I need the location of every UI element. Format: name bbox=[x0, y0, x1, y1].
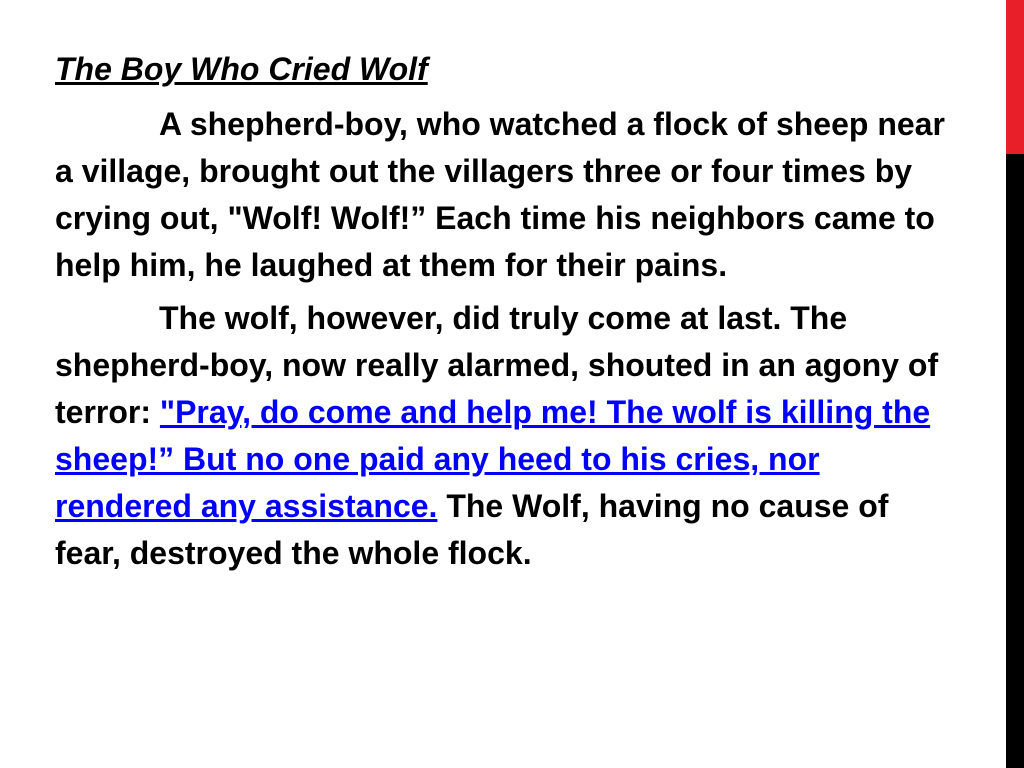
story-text-body bbox=[55, 46, 960, 583]
paragraph-2 bbox=[55, 295, 960, 577]
edge-accent-bar bbox=[1006, 0, 1024, 768]
quote-link[interactable]: "Pray, do come and help me! The wolf is killing the sheep!” But no one paid any heed to his cries, nor rendered any assistance. bbox=[55, 394, 931, 524]
paragraph-2-after-link: The Wolf, having no cause of fear, destroyed the whole flock. bbox=[55, 488, 889, 571]
story-title: The Boy Who Cried Wolf bbox=[55, 51, 428, 87]
paragraph-1: A shepherd-boy, who watched a flock of sheep near a village, brought out the villagers three or four times by crying out, "Wolf! Wolf!” Each time his neighbors came to help him, he laughed at them for their pains. bbox=[55, 106, 945, 283]
paragraph-2-before-link: The wolf, however, did truly come at last. The shepherd-boy, now really alarmed, shouted in an agony of terror: bbox=[55, 300, 939, 430]
edge-red-segment bbox=[1006, 0, 1024, 154]
edge-black-segment bbox=[1006, 154, 1024, 768]
